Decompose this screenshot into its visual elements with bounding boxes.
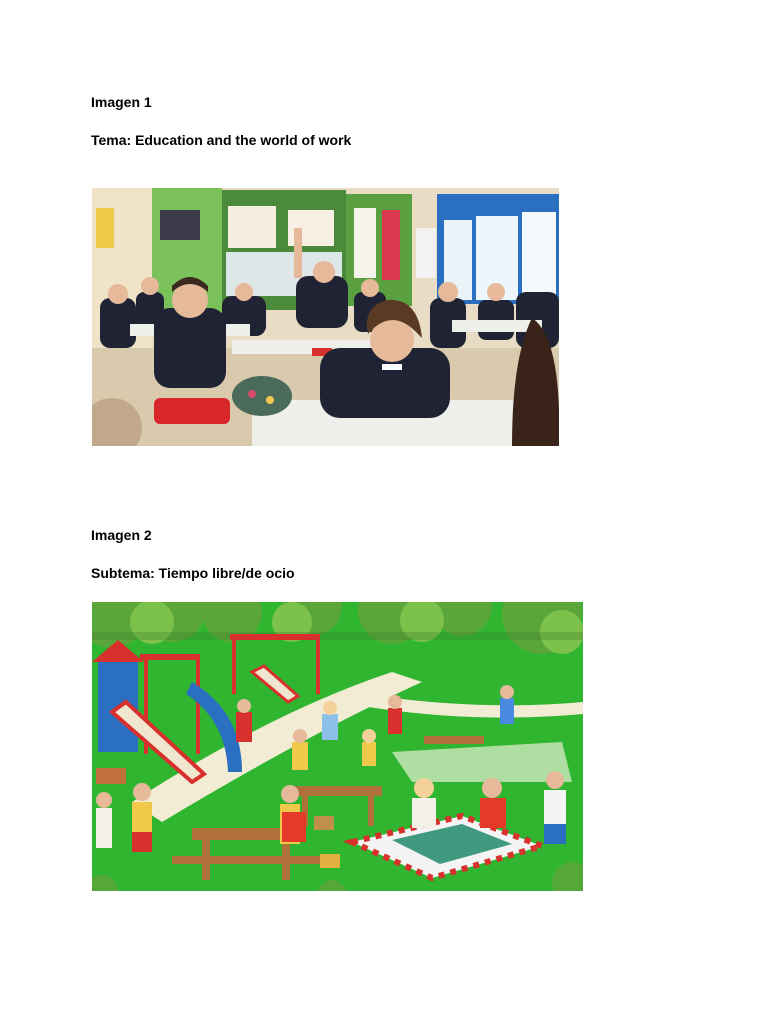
park-illustration xyxy=(92,602,583,891)
classroom-illustration xyxy=(92,188,559,446)
image-2-label: Imagen 2 xyxy=(91,527,152,543)
image-1-label: Imagen 1 xyxy=(91,94,152,110)
subtopic-heading: Subtema: Tiempo libre/de ocio xyxy=(91,565,295,581)
park-scene xyxy=(92,602,583,891)
classroom-photo xyxy=(92,188,559,446)
topic-heading: Tema: Education and the world of work xyxy=(91,132,352,148)
